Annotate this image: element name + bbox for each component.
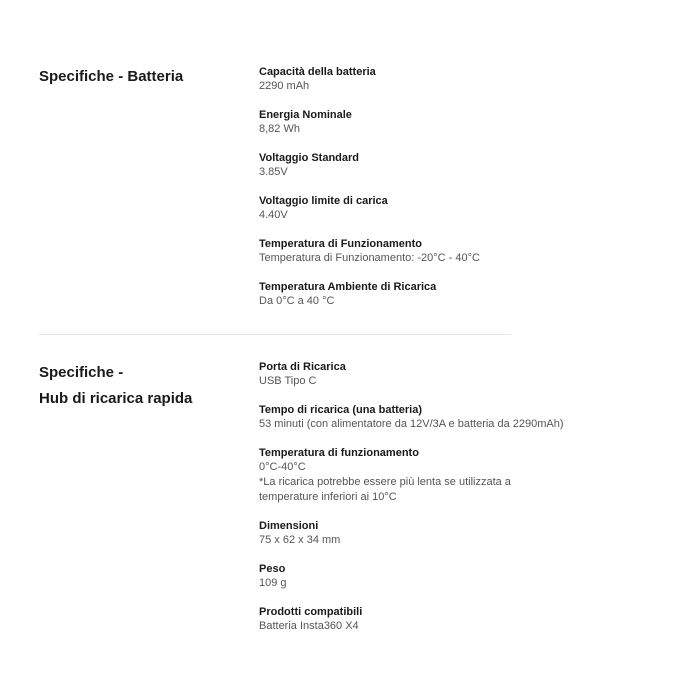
spec-item — [259, 446, 569, 505]
spec-item — [259, 151, 569, 180]
spec-label: Dimensioni — [259, 520, 319, 532]
battery-section-title: Specifiche - Batteria — [39, 68, 184, 85]
spec-value: 3.85V — [259, 166, 288, 178]
spec-note: *La ricarica potrebbe essere più lenta se utilizzata a temperature inferiori ai 10°C — [259, 476, 511, 503]
spec-value: 75 x 62 x 34 mm — [259, 534, 341, 546]
spec-item — [259, 237, 569, 266]
hub-title-line1: Specifiche - — [39, 364, 124, 381]
spec-value: 53 minuti (con alimentatore da 12V/3A e batteria da 2290mAh) — [259, 418, 564, 430]
hub-spec-list — [259, 360, 569, 648]
spec-value: 2290 mAh — [259, 80, 310, 92]
spec-item — [259, 562, 569, 591]
spec-label: Prodotti compatibili — [259, 606, 363, 618]
spec-value: Batteria Insta360 X4 — [259, 620, 359, 632]
spec-item — [259, 280, 569, 309]
hub-section-title — [39, 360, 249, 412]
spec-value: 0°C-40°C — [259, 461, 306, 473]
spec-item — [259, 605, 569, 634]
spec-item — [259, 519, 569, 548]
spec-value: 8,82 Wh — [259, 123, 300, 135]
spec-item — [259, 360, 569, 389]
spec-label: Voltaggio limite di carica — [259, 195, 388, 207]
spec-label: Capacità della batteria — [259, 66, 376, 78]
spec-value: 4.40V — [259, 209, 288, 221]
spec-item — [259, 403, 569, 432]
spec-item — [259, 194, 569, 223]
spec-label: Peso — [259, 563, 286, 575]
section-divider — [39, 334, 511, 335]
spec-value: 109 g — [259, 577, 287, 589]
spec-item — [259, 65, 569, 94]
spec-label: Temperatura Ambiente di Ricarica — [259, 281, 437, 293]
spec-label: Tempo di ricarica (una batteria) — [259, 404, 423, 416]
spec-value: Da 0°C a 40 °C — [259, 295, 335, 307]
spec-label: Temperatura di funzionamento — [259, 447, 419, 459]
spec-label: Energia Nominale — [259, 109, 352, 121]
spec-label: Porta di Ricarica — [259, 361, 346, 373]
spec-item — [259, 108, 569, 137]
battery-spec-list — [259, 65, 569, 323]
spec-value: Temperatura di Funzionamento: -20°C - 40°C — [259, 252, 480, 264]
spec-label: Voltaggio Standard — [259, 152, 360, 164]
spec-label: Temperatura di Funzionamento — [259, 238, 422, 250]
hub-title-line2: Hub di ricarica rapida — [39, 390, 193, 407]
spec-value: USB Tipo C — [259, 375, 317, 387]
